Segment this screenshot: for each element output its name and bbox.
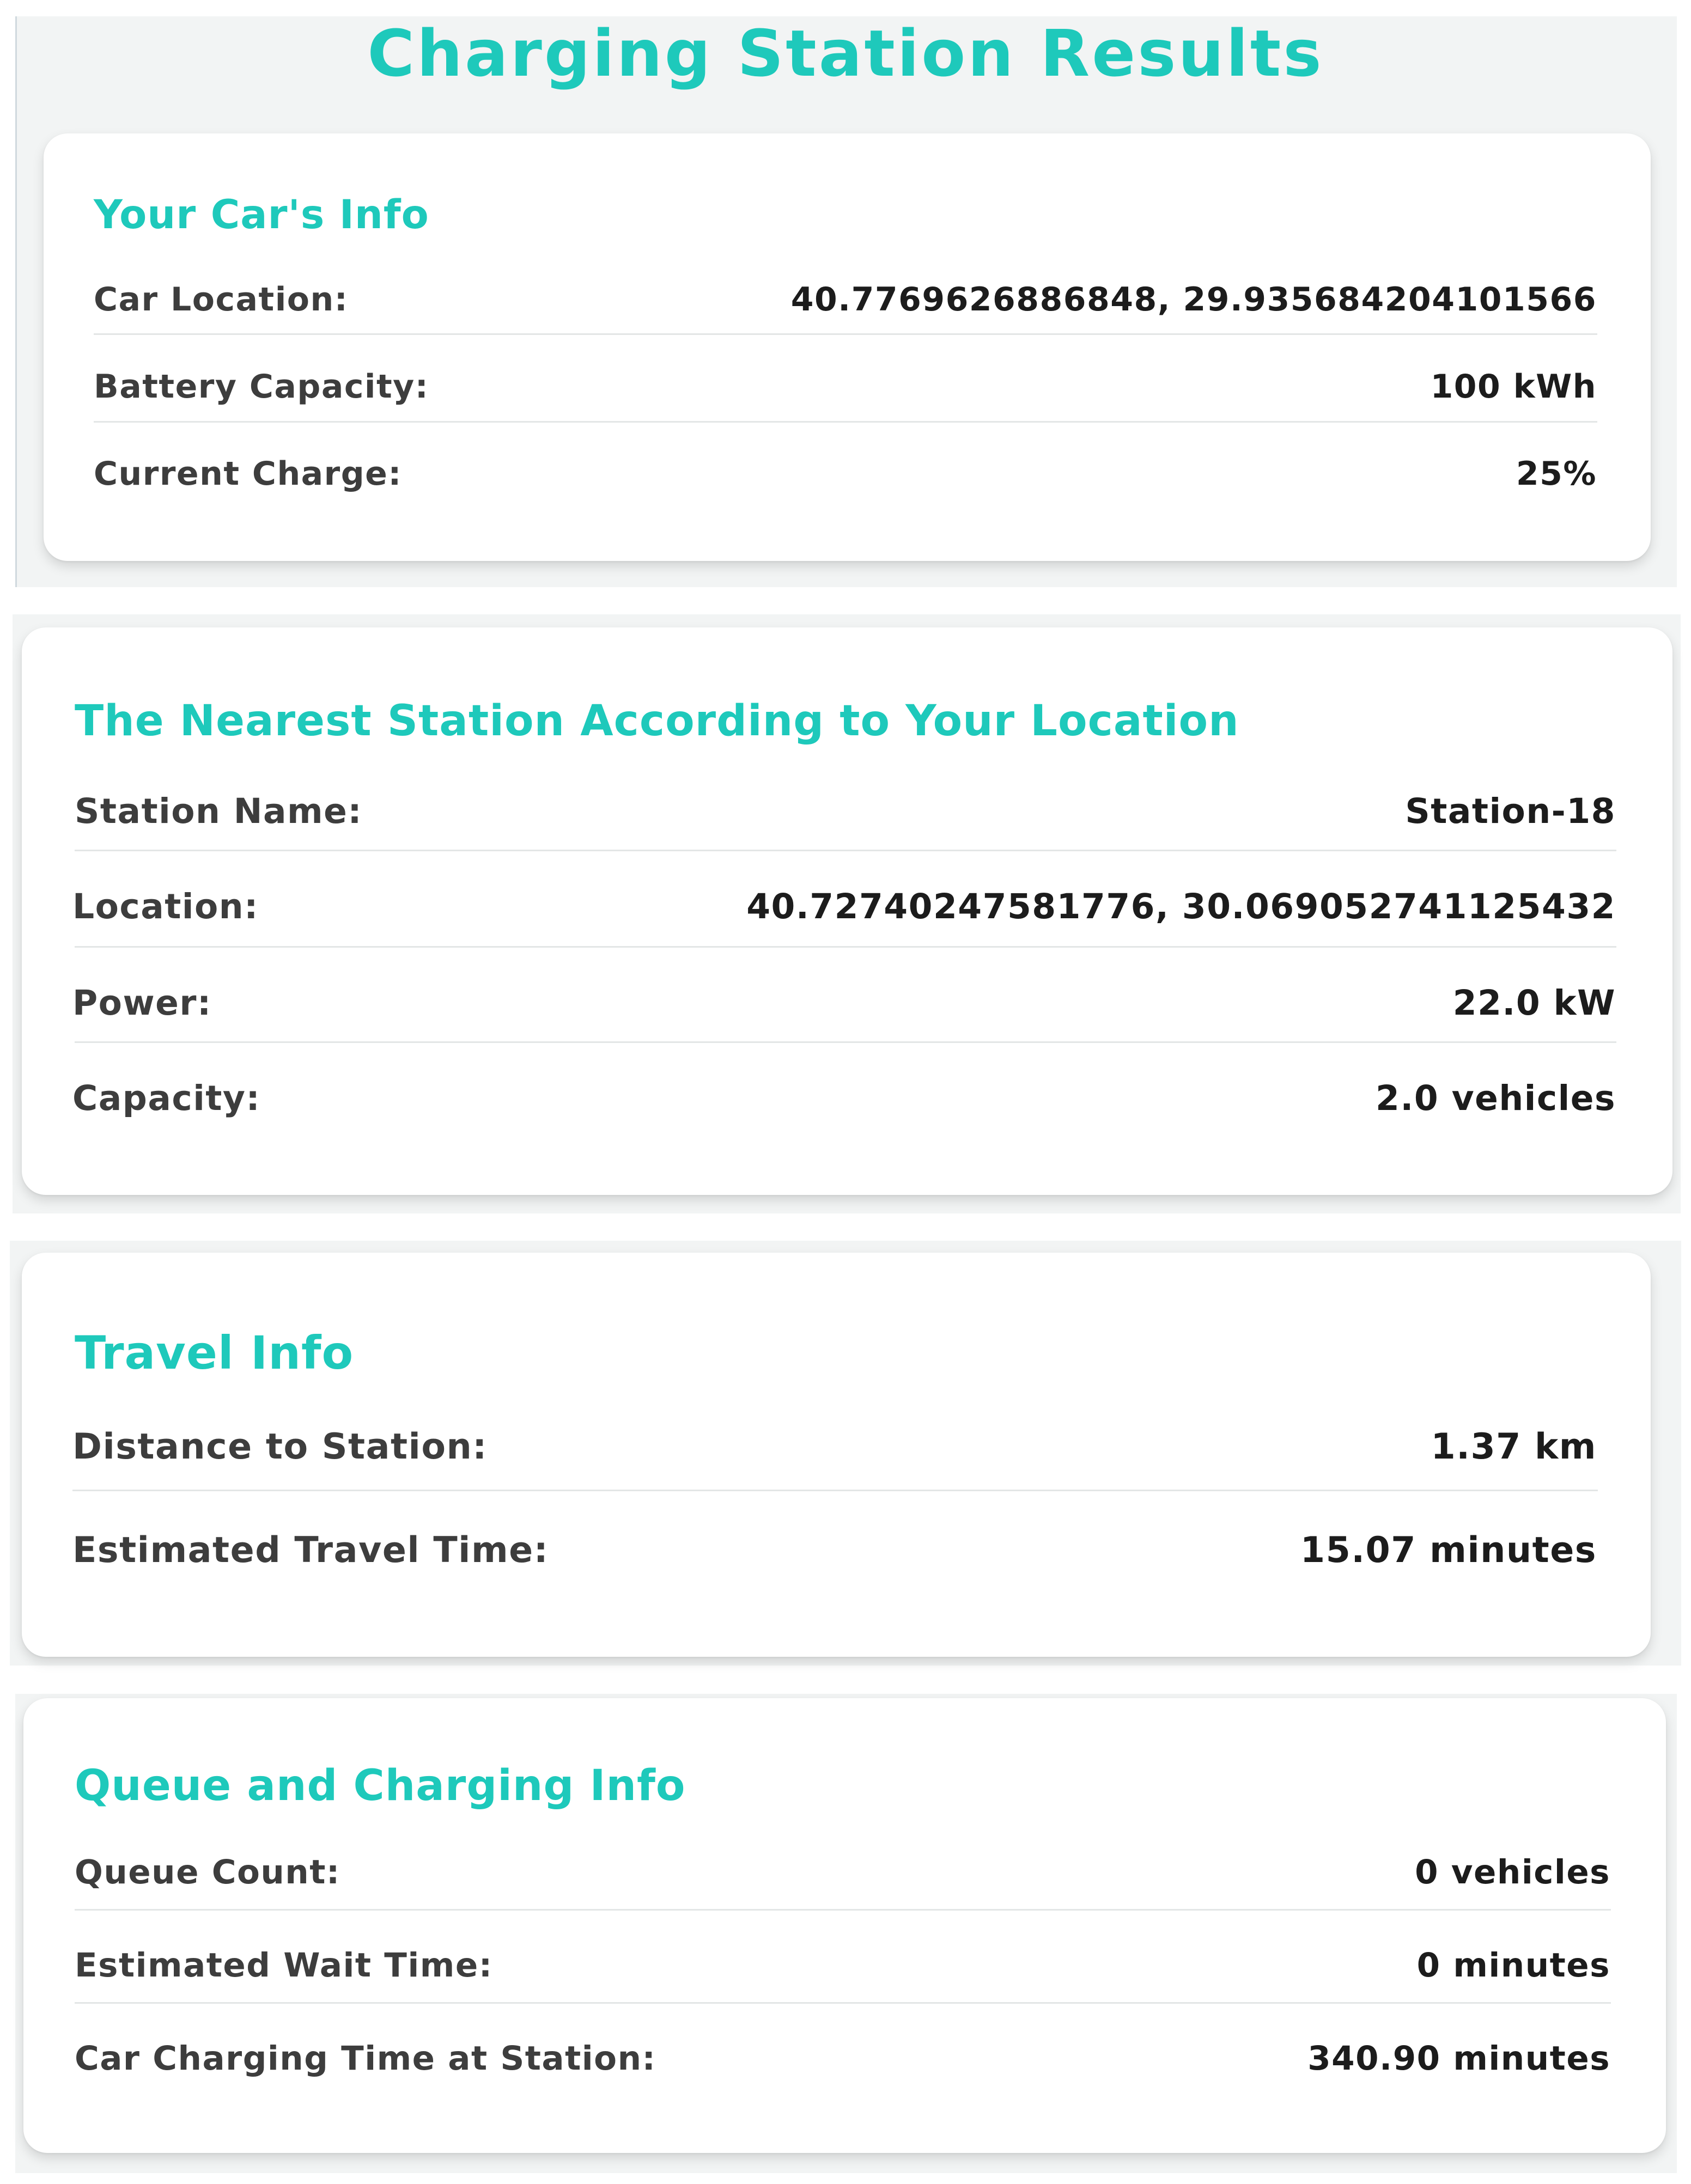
- queue-count-value: 0 vehicles: [1415, 1853, 1610, 1892]
- station-divider: [75, 1041, 1616, 1043]
- travel-divider: [72, 1490, 1598, 1491]
- charging-time-value: 340.90 minutes: [1307, 2039, 1610, 2078]
- charging-time-label: Car Charging Time at Station:: [75, 2039, 656, 2078]
- queue-divider: [75, 2002, 1611, 2004]
- station-location-value: 40.72740247581776, 30.069052741125432: [746, 887, 1616, 926]
- station-name-label: Station Name:: [75, 791, 363, 831]
- queue-count-label: Queue Count:: [75, 1853, 340, 1892]
- station-divider: [75, 850, 1616, 851]
- current-charge-value: 25%: [1516, 455, 1597, 493]
- station-name-value: Station-18: [1405, 791, 1616, 831]
- battery-capacity-label: Battery Capacity:: [94, 368, 429, 406]
- current-charge-label: Current Charge:: [94, 455, 402, 493]
- wait-time-value: 0 minutes: [1416, 1946, 1610, 1985]
- battery-capacity-value: 100 kWh: [1430, 368, 1597, 406]
- page-title: Charging Station Results: [367, 16, 1324, 91]
- queue-info-title: Queue and Charging Info: [75, 1761, 686, 1810]
- station-divider: [75, 946, 1616, 948]
- station-capacity-label: Capacity:: [72, 1078, 261, 1118]
- station-location-label: Location:: [72, 887, 259, 926]
- station-capacity-value: 2.0 vehicles: [1376, 1078, 1616, 1118]
- queue-divider: [75, 1909, 1611, 1911]
- travel-time-label: Estimated Travel Time:: [72, 1530, 549, 1571]
- wait-time-label: Estimated Wait Time:: [75, 1946, 493, 1985]
- car-location-value: 40.7769626886848, 29.935684204101566: [790, 280, 1597, 319]
- distance-value: 1.37 km: [1431, 1426, 1597, 1467]
- car-info-divider: [94, 421, 1597, 423]
- nearest-station-title: The Nearest Station According to Your Location: [75, 697, 1239, 746]
- car-info-title: Your Car's Info: [94, 192, 429, 238]
- car-location-label: Car Location:: [94, 280, 349, 319]
- travel-time-value: 15.07 minutes: [1300, 1530, 1597, 1571]
- travel-info-title: Travel Info: [75, 1326, 354, 1380]
- station-power-label: Power:: [72, 983, 212, 1023]
- car-info-divider: [94, 333, 1597, 335]
- distance-label: Distance to Station:: [72, 1426, 488, 1467]
- station-power-value: 22.0 kW: [1452, 983, 1616, 1023]
